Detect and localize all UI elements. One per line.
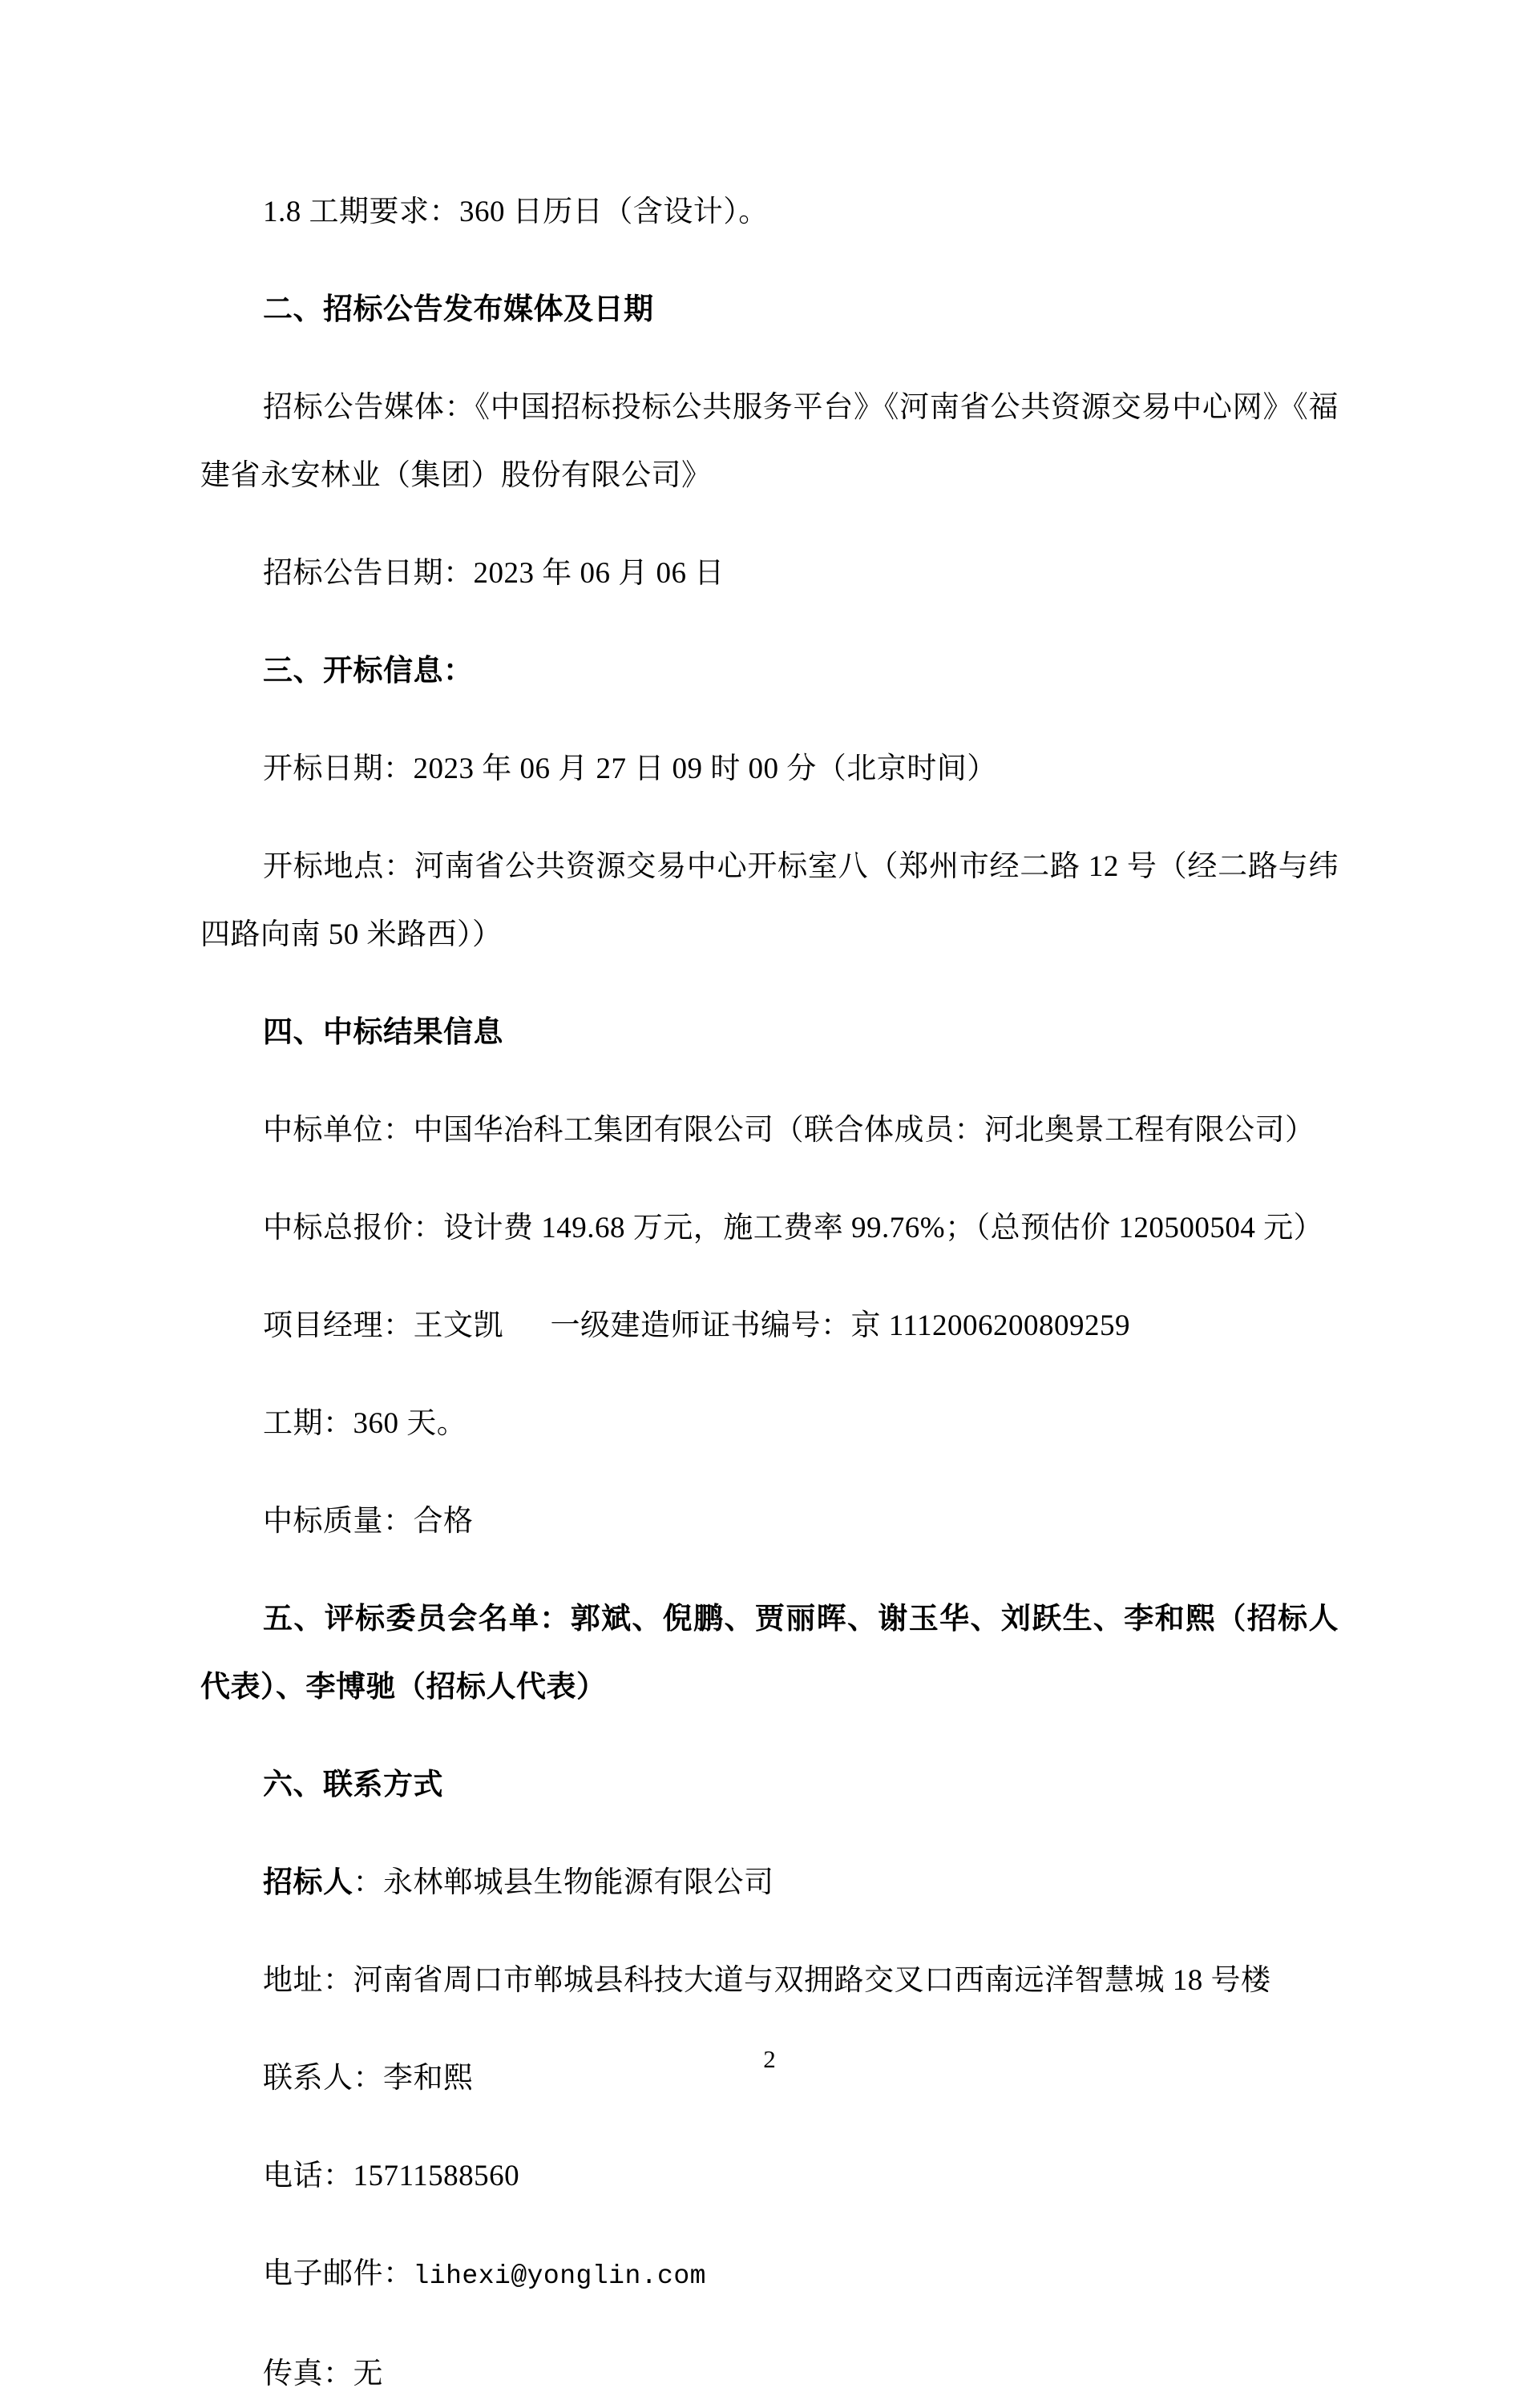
- paragraph-construction-period: 工期：360 天。: [263, 1407, 467, 1440]
- document-body: [200, 178, 1339, 2408]
- section-heading-evaluation-committee: [200, 1585, 1339, 1721]
- paragraph-address: 地址：河南省周口市郸城县科技大道与双拥路交叉口西南远洋智慧城 18 号楼: [263, 1964, 1271, 1997]
- paragraph-contact-person: 联系人：李和熙: [263, 2062, 474, 2095]
- section-heading-contact: 六、联系方式: [263, 1769, 443, 1801]
- section-heading-winning-result: 四、中标结果信息: [263, 1016, 503, 1049]
- paragraph-project-manager: 项目经理：王文凯 一级建造师证书编号：京 1112006200809259: [263, 1309, 1131, 1342]
- email-label: 电子邮件：: [263, 2257, 414, 2290]
- paragraph-bid-opening-location: 开标地点：河南省公共资源交易中心开标室八（郑州市经二路 12 号（经二路与纬四路向南 50 米路西））: [200, 850, 1339, 951]
- tenderee-value: ：永林郸城县生物能源有限公司: [353, 1866, 774, 1899]
- tenderee-label: 招标人: [263, 1866, 353, 1899]
- paragraph-winning-bidder: 中标单位：中国华冶科工集团有限公司（联合体成员：河北奥景工程有限公司）: [263, 1114, 1315, 1147]
- paragraph-announcement-date: 招标公告日期：2023 年 06 月 06 日: [263, 557, 725, 590]
- evaluation-committee-label: 五、评标委员会名单：: [263, 1603, 571, 1636]
- page-number: 2: [763, 2045, 776, 2073]
- paragraph-announcement-media: 招标公告媒体：《中国招标投标公共服务平台》《河南省公共资源交易中心网》《福建省永安林业（集团）股份有限公司》: [200, 391, 1339, 492]
- paragraph-fax: 传真：无: [263, 2358, 383, 2390]
- paragraph-tenderee: [200, 1849, 1339, 1917]
- paragraph-bid-opening-date: 开标日期：2023 年 06 月 27 日 09 时 00 分（北京时间）: [263, 752, 997, 785]
- section-heading-bid-opening-info: 三、开标信息：: [263, 655, 474, 688]
- section-heading-announcement-media: 二、招标公告发布媒体及日期: [263, 293, 654, 326]
- paragraph-phone: 电话：15711588560: [263, 2160, 520, 2192]
- evaluation-committee-names: 郭斌、倪鹏、贾丽晖、谢玉华、刘跃生、李和熙（招标人代表）、李博驰（招标人代表）: [200, 1603, 1339, 1704]
- email-address: lihexi@yonglin.com: [413, 2261, 706, 2291]
- paragraph-email: [200, 2240, 1339, 2310]
- paragraph-winning-quality: 中标质量：合格: [263, 1505, 474, 1538]
- paragraph-winning-price: 中标总报价：设计费 149.68 万元，施工费率 99.76%；（总预估价 120500504 元）: [263, 1212, 1324, 1244]
- paragraph-duration-requirement: 1.8 工期要求：360 日历日（含设计）。: [263, 196, 769, 228]
